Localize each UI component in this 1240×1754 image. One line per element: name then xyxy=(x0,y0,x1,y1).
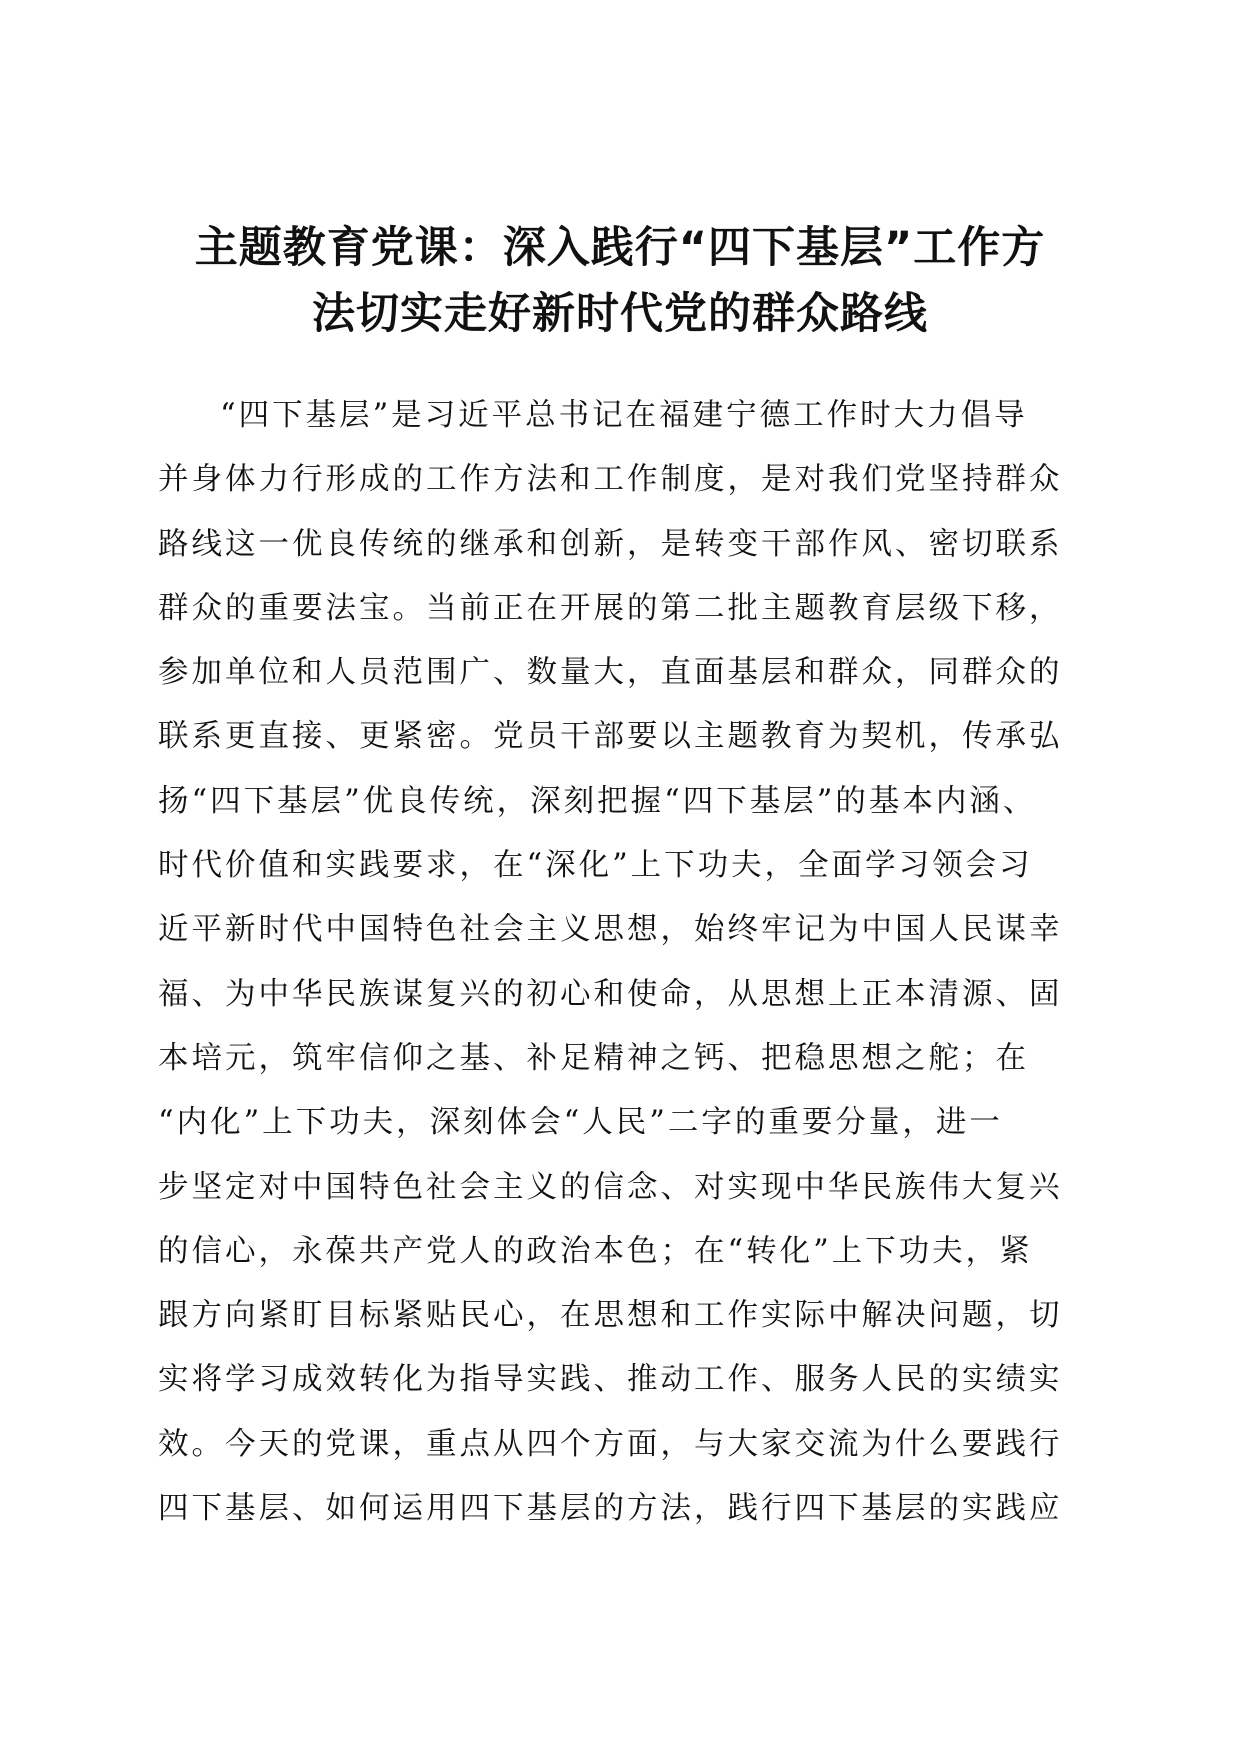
body-line: 路线这一优良传统的继承和创新，是转变干部作风、密切联系 xyxy=(158,526,1063,562)
document-title xyxy=(150,215,1090,347)
title-line-1: 主题教育党课：深入践行“四下基层”工作方 xyxy=(194,223,1046,273)
document-body xyxy=(158,384,1108,1541)
body-line: 步坚定对中国特色社会主义的信念、对实现中华民族伟大复兴 xyxy=(158,1169,1063,1205)
body-line: 参加单位和人员范围广、数量大，直面基层和群众，同群众的 xyxy=(158,655,1063,691)
body-line: 联系更直接、更紧密。党员干部要以主题教育为契机，传承弘 xyxy=(158,719,1063,755)
body-line: 并身体力行形成的工作方法和工作制度，是对我们党坚持群众 xyxy=(158,462,1063,498)
body-line: 群众的重要法宝。当前正在开展的第二批主题教育层级下移， xyxy=(158,590,1063,626)
body-line: 近平新时代中国特色社会主义思想，始终牢记为中国人民谋幸 xyxy=(158,912,1063,948)
body-line: 福、为中华民族谋复兴的初心和使命，从思想上正本清源、固 xyxy=(158,976,1063,1012)
body-line: 的信心，永葆共产党人的政治本色；在“转化”上下功夫，紧 xyxy=(158,1233,1033,1269)
title-line-2: 法切实走好新时代党的群众路线 xyxy=(312,289,928,339)
body-line: 实将学习成效转化为指导实践、推动工作、服务人民的实绩实 xyxy=(158,1362,1063,1398)
body-line: “四下基层”是习近平总书记在福建宁德工作时大力倡导 xyxy=(220,398,1028,433)
body-line: 四下基层、如何运用四下基层的方法，践行四下基层的实践应 xyxy=(158,1491,1063,1527)
body-line: 时代价值和实践要求，在“深化”上下功夫，全面学习领会习 xyxy=(158,848,1033,884)
body-line: 扬“四下基层”优良传统，深刻把握“四下基层”的基本内涵、 xyxy=(158,783,1037,819)
body-line: 跟方向紧盯目标紧贴民心，在思想和工作实际中解决问题，切 xyxy=(158,1298,1063,1334)
body-line: “内化”上下功夫，深刻体会“人民”二字的重要分量，进一 xyxy=(158,1105,1003,1141)
body-line: 效。今天的党课，重点从四个方面，与大家交流为什么要践行 xyxy=(158,1426,1063,1462)
body-line: 本培元，筑牢信仰之基、补足精神之钙、把稳思想之舵；在 xyxy=(158,1040,1029,1076)
